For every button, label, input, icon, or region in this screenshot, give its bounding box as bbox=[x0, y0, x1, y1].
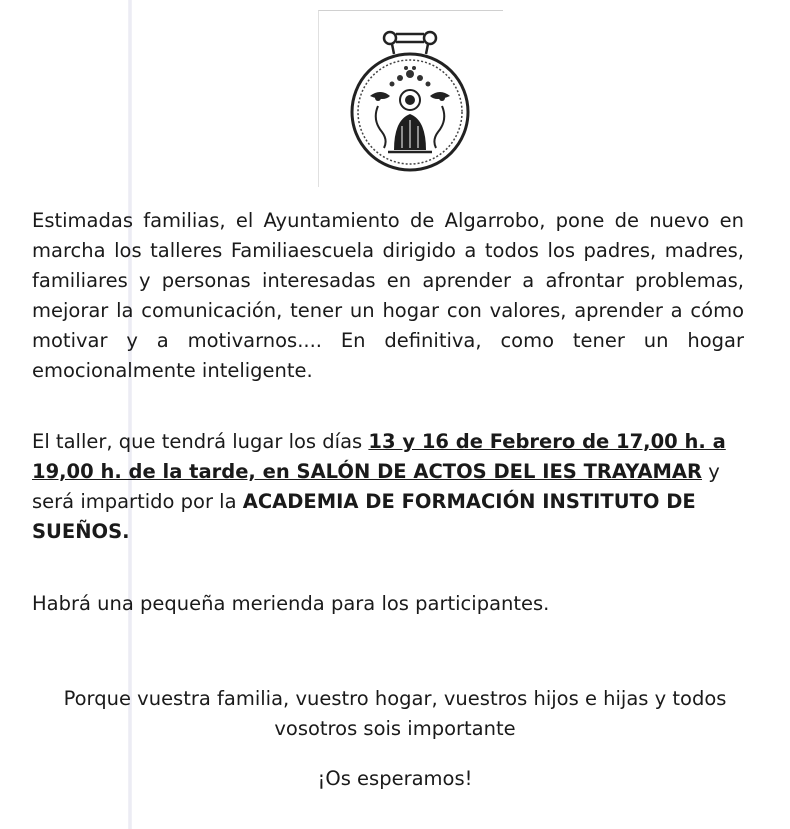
closing-exclamation: ¡Os esperamos! bbox=[317, 767, 473, 790]
workshop-middle-text: y será impartido por la bbox=[32, 460, 720, 513]
intro-paragraph: Estimadas familias, el Ayuntamiento de Algarrobo, pone de nuevo en marcha los talleres Familiaescuela dirigido a todos los padres, madres, familiares y personas interesadas en aprender a afrontar problemas, mejorar la comunicación, tener un hogar con valores, aprender a cómo motivar y a motivarnos.... En definitiva, como tener un hogar emocionalmente inteligente. bbox=[32, 209, 744, 382]
academy-name-text: ACADEMIA DE FORMACIÓN INSTITUTO DE SUEÑOS. bbox=[32, 490, 696, 543]
snack-paragraph: Habrá una pequeña merienda para los participantes. bbox=[32, 592, 550, 615]
closing-line: Porque vuestra familia, vuestro hogar, vuestros hijos e hijas y todos vosotros sois importante bbox=[63, 687, 727, 740]
workshop-schedule-text: 13 y 16 de Febrero de 17,00 h. a 19,00 h. de la tarde, en SALÓN DE ACTOS DEL IES TRAYAMAR bbox=[32, 430, 726, 483]
closing-message bbox=[0, 684, 790, 744]
workshop-details-paragraph bbox=[32, 427, 744, 547]
algarrobo-seal-icon bbox=[348, 22, 472, 172]
workshop-intro-text: El taller, que tendrá lugar los días bbox=[32, 430, 363, 453]
